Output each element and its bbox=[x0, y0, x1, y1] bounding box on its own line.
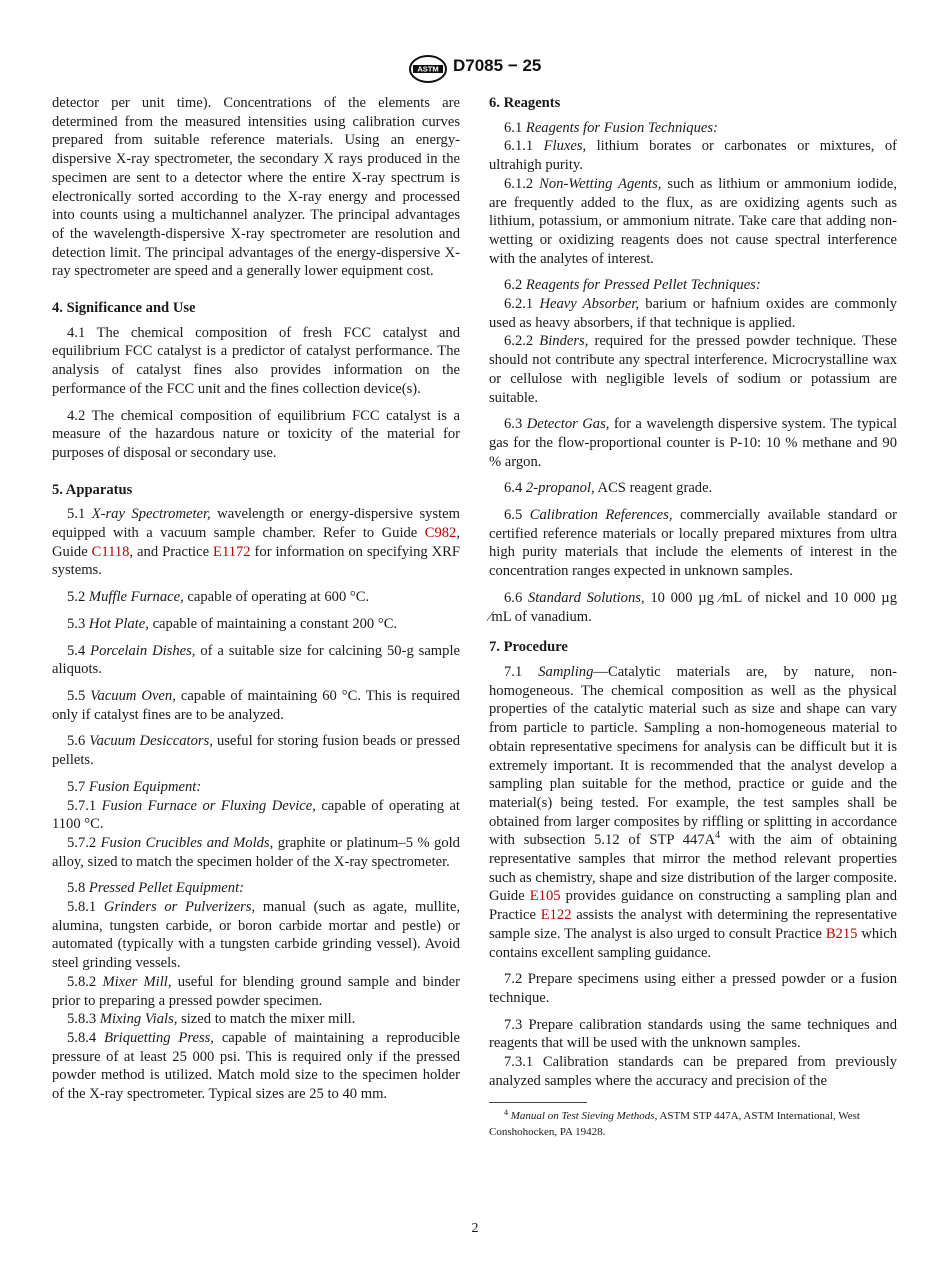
paragraph-6-2-1: 6.2.1 Heavy Absorber, barium or hafnium oxides are commonly used as heavy absorbers, if that technique is applied. bbox=[489, 296, 897, 331]
paragraph-5-8-3: 5.8.3 Mixing Vials, sized to match the mixer mill. bbox=[67, 1011, 356, 1028]
section-6-heading: 6. Reagents bbox=[489, 95, 561, 111]
section-4-heading: 4. Significance and Use bbox=[52, 300, 196, 317]
paragraph-6-4: 6.4 2-propanol, ACS reagent grade. bbox=[504, 480, 713, 497]
footnote-ref-4[interactable]: 4 bbox=[715, 830, 721, 842]
footnote-4: $^4$ Manual on Test Sieving Methods, ASTM STP 447A, ASTM International, West Conshohocken, PA 19428. bbox=[489, 1108, 860, 1138]
paragraph-5-1: 5.1 X-ray Spectrometer, wavelength or energy-dispersive system equipped with a vacuum sample chamber. Refer to Guide C982, Guide C1118, and Practice E1172 for information on specifying XRF systems. bbox=[52, 506, 461, 579]
section-3-continuation: detector per unit time). Concentrations of the elements are determined from the measured intensities using calibration curves prepared from suitable reference materials. Using an energy-dispersive X-ray spectrometer, the secondary X rays produced in the specimen are sent to a detector where the entire X-ray spectrum is electronically sorted according to the X-ray energy and processed into counts using a multichannel analyzer. The principal advantages of the wavelength-dispersive X-ray spectrometer are resolution and detection limit. The principal advantages of the energy-dispersive X-ray spectrometer are speed and a generally lower equipment cost. bbox=[52, 95, 460, 280]
section-5-heading: 5. Apparatus bbox=[52, 481, 133, 498]
paragraph-4-1: 4.1 The chemical composition of fresh FCC catalyst and equilibrium FCC catalyst is a predictor of catalyst performance. The analysis of catalyst fines also provides information on the performance of the FCC unit and the fines collection device(s). bbox=[52, 324, 460, 397]
paragraph-5-7: 5.7 Fusion Equipment: bbox=[67, 778, 202, 795]
link-e105[interactable]: E105 bbox=[529, 888, 561, 905]
paragraph-5-7-1: 5.7.1 Fusion Furnace or Fluxing Device, capable of operating at 1100 °C. bbox=[52, 797, 460, 833]
svg-text:ASTM: ASTM bbox=[417, 64, 439, 74]
astm-logo-icon bbox=[408, 54, 448, 84]
footnote-divider bbox=[489, 1102, 587, 1103]
paragraph-6-1: 6.1 Reagents for Fusion Techniques: bbox=[504, 119, 718, 136]
paragraph-6-5: 6.5 Calibration References, commercially available standard or certified reference materials or locally prepared mixtures from ultra high purity materials that include the elements of interest in the concentration ranges expected in unknown samples. bbox=[489, 507, 897, 580]
paragraph-6-2-2: 6.2.2 Binders, required for the pressed powder technique. These should not contribute any spectral interference. Microcrystalline wax or cellulose with negligible levels of sodium or potassium are suitable. bbox=[489, 333, 898, 406]
paragraph-7-3-1: 7.3.1 Calibration standards can be prepared from previously analyzed samples where the accuracy and precision of the bbox=[489, 1054, 897, 1089]
paragraph-6-3: 6.3 Detector Gas, for a wavelength dispersive system. The typical gas for the flow-proportional counter is P-10: 10 % methane and 90 % argon. bbox=[489, 416, 898, 470]
link-b215[interactable]: B215 bbox=[825, 925, 858, 942]
paragraph-5-8-1: 5.8.1 Grinders or Pulverizers, manual (such as agate, mullite, alumina, tungsten carbide, or boron carbide mortar and pestle) or automated (typically with a tungsten carbide grinding vessel). Avoid steel grinding vessels. bbox=[52, 899, 460, 972]
link-e122[interactable]: E122 bbox=[540, 907, 572, 924]
section-7-heading: 7. Procedure bbox=[489, 639, 568, 656]
paragraph-7-1: 7.1 Sampling—Catalytic materials are, by nature, non-homogeneous. The chemical composition as well as the physical properties of the catalytic material such as size and shape can vary from particle to particle. Sampling a non-homogeneous material to obtain representative specimens for analysis can be difficult but it is extremely important. It is recommended that the analyst develop a sampling plan suitable for the method, practice or guide and the material(s) being tested. For example, the test samples shall be obtained from larger composites by riffling or splitting in accordance with subsection 5.12 of STP $447A^4$ with the aim of obtaining representative samples that mirror the method relevant properties such as chemistry, shape and size distribution of the larger composite. Guide E105 provides guidance on constructing a sampling plan and Practice E122 assists the analyst with determining the representative sample size. The analyst is also urged to consult Practice B215 which contains excellent sampling guidance. bbox=[489, 663, 897, 961]
paragraph-5-3: 5.3 Hot Plate, capable of maintaining a constant 200 °C. bbox=[67, 615, 398, 632]
paragraph-5-8-4: 5.8.4 Briquetting Press, capable of maintaining a reproducible pressure of at least 25 000 psi. This is required only if the pressed powder method is utilized. Match mold size to the specimen holder of the X-ray spectrometer. Typical sizes are 25 to 40 mm. bbox=[52, 1029, 460, 1103]
standard-designation: D7085 − 25 bbox=[453, 56, 542, 75]
paragraph-5-8: 5.8 Pressed Pellet Equipment: bbox=[67, 880, 244, 897]
paragraph-4-2: 4.2 The chemical composition of equilibrium FCC catalyst is a measure of the hazardous nature or toxicity of the material for purposes of disposal or secondary use. bbox=[52, 407, 460, 461]
right-column bbox=[489, 94, 897, 1140]
link-c982[interactable]: C982 bbox=[424, 525, 457, 542]
paragraph-5-7-2: 5.7.2 Fusion Crucibles and Molds, graphite or platinum–5 % gold alloy, sized to match the specimen holder of the X-ray spectrometer. bbox=[52, 834, 460, 870]
paragraph-5-4: 5.4 Porcelain Dishes, of a suitable size for calcining 50-g sample aliquots. bbox=[52, 642, 460, 678]
paragraph-7-3: 7.3 Prepare calibration standards using the same techniques and reagents that will be used with the unknown samples. bbox=[489, 1016, 897, 1052]
left-column bbox=[52, 94, 460, 1104]
link-e1172[interactable]: E1172 bbox=[213, 543, 251, 560]
link-c1118[interactable]: C1118 bbox=[91, 543, 130, 560]
paragraph-5-2: 5.2 Muffle Furnace, capable of operating at 600 °C. bbox=[67, 589, 370, 606]
paragraph-6-2: 6.2 Reagents for Pressed Pellet Techniques: bbox=[504, 277, 761, 294]
paragraph-6-6: 6.6 Standard Solutions, 10 000 µg ⁄mL of nickel and 10 000 µg ⁄mL of vanadium. bbox=[489, 589, 897, 625]
paragraph-5-8-2: 5.8.2 Mixer Mill, useful for blending ground sample and binder prior to preparing a pressed powder specimen. bbox=[52, 973, 460, 1009]
paragraph-7-2: 7.2 Prepare specimens using either a pressed powder or a fusion technique. bbox=[489, 971, 897, 1006]
paragraph-5-6: 5.6 Vacuum Desiccators, useful for storing fusion beads or pressed pellets. bbox=[52, 733, 461, 769]
page-header bbox=[0, 52, 950, 86]
paragraph-6-1-1: 6.1.1 Fluxes, lithium borates or carbonates or mixtures, of ultrahigh purity. bbox=[489, 138, 897, 174]
paragraph-5-5: 5.5 Vacuum Oven, capable of maintaining 60 °C. This is required only if catalyst fines are to be analyzed. bbox=[52, 687, 460, 723]
paragraph-6-1-2: 6.1.2 Non-Wetting Agents, such as lithium or ammonium iodide, are frequently added to the flux, as are oxidizing agents such as lithium, potassium, or ammonium nitrate. Take care that adding non-wetting or oxidizing reagents does not cause spectral interference with the analytes of interest. bbox=[489, 175, 897, 267]
page-number: 2 bbox=[471, 1221, 479, 1236]
